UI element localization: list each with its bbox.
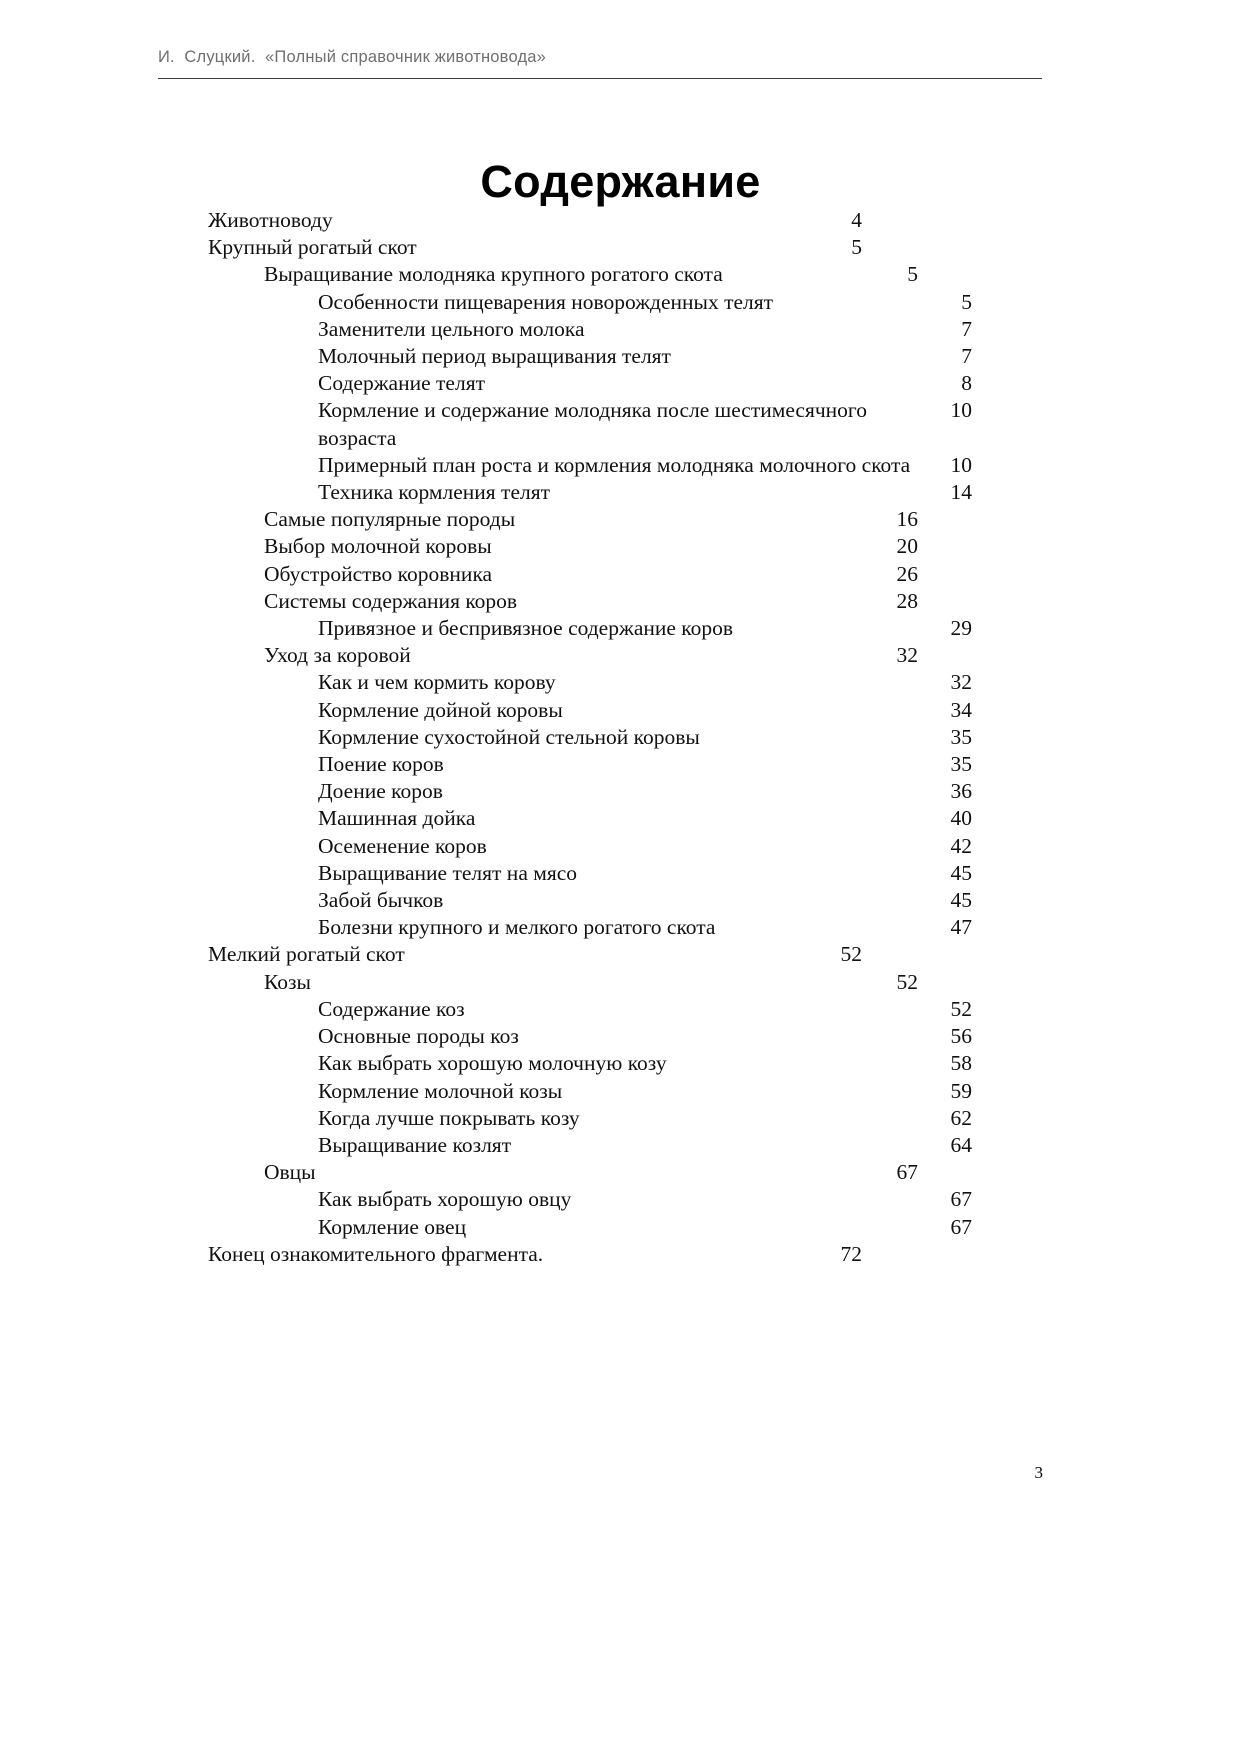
toc-entry-label: Выращивание молодняка крупного рогатого скота bbox=[264, 262, 723, 287]
toc-entry[interactable] bbox=[208, 751, 1030, 778]
running-header-text: И. Слуцкий. «Полный справочник животновода» bbox=[158, 48, 547, 66]
toc-entry-page-number: 26 bbox=[896, 561, 918, 586]
toc-entry-label: Как выбрать хорошую молочную козу bbox=[318, 1051, 667, 1076]
toc-entry[interactable] bbox=[208, 289, 1030, 316]
toc-entry-page-number: 5 bbox=[907, 262, 918, 287]
toc-entry[interactable] bbox=[208, 452, 1030, 479]
toc-entry-label: Привязное и беспривязное содержание коров bbox=[318, 616, 734, 641]
toc-entry-label: Овцы bbox=[264, 1160, 316, 1185]
toc-entry-label: Кормление овец bbox=[318, 1214, 467, 1239]
toc-entry-label: Выбор молочной коровы bbox=[264, 534, 492, 559]
table-of-contents bbox=[208, 207, 1030, 1268]
toc-entry[interactable] bbox=[208, 1050, 1030, 1077]
toc-entry-label: Конец ознакомительного фрагмента. bbox=[208, 1241, 544, 1266]
toc-entry-label: Крупный рогатый скот bbox=[208, 235, 417, 260]
toc-entry-page-number: 5 bbox=[851, 235, 862, 260]
toc-entry-label: Самые популярные породы bbox=[264, 507, 516, 532]
toc-entry[interactable] bbox=[208, 914, 1030, 941]
toc-entry[interactable] bbox=[208, 1159, 1030, 1186]
toc-entry-label: Кормление и содержание молодняка после шестимесячного возраста bbox=[318, 398, 867, 450]
toc-entry[interactable] bbox=[208, 533, 1030, 560]
toc-entry[interactable] bbox=[208, 1186, 1030, 1213]
toc-entry-label: Как и чем кормить корову bbox=[318, 670, 556, 695]
toc-entry[interactable] bbox=[208, 669, 1030, 696]
toc-entry-label: Примерный план роста и кормления молодняка молочного скота bbox=[318, 452, 911, 477]
toc-entry-page-number: 35 bbox=[950, 752, 972, 777]
toc-entry-page-number: 7 bbox=[961, 316, 972, 341]
toc-entry-label: Молочный период выращивания телят bbox=[318, 344, 671, 369]
toc-entry-page-number: 5 bbox=[961, 289, 972, 314]
toc-entry-label: Системы содержания коров bbox=[264, 588, 518, 613]
toc-entry[interactable] bbox=[208, 642, 1030, 669]
toc-entry[interactable] bbox=[208, 561, 1030, 588]
toc-entry-page-number: 67 bbox=[896, 1160, 918, 1185]
toc-entry-page-number: 16 bbox=[896, 507, 918, 532]
toc-entry[interactable] bbox=[208, 697, 1030, 724]
toc-entry[interactable] bbox=[208, 833, 1030, 860]
toc-entry-label: Обустройство коровника bbox=[264, 561, 493, 586]
toc-entry-label: Осеменение коров bbox=[318, 833, 487, 858]
toc-entry-page-number: 45 bbox=[950, 860, 972, 885]
toc-entry[interactable] bbox=[208, 316, 1030, 343]
toc-entry[interactable] bbox=[208, 805, 1030, 832]
toc-entry-label: Поение коров bbox=[318, 752, 444, 777]
toc-entry-page-number: 32 bbox=[896, 643, 918, 668]
toc-entry-label: Выращивание телят на мясо bbox=[318, 860, 578, 885]
toc-entry[interactable] bbox=[208, 778, 1030, 805]
toc-entry[interactable] bbox=[208, 724, 1030, 751]
toc-entry-page-number: 72 bbox=[840, 1241, 862, 1266]
toc-entry-label: Кормление сухостойной стельной коровы bbox=[318, 724, 700, 749]
toc-entry-label: Как выбрать хорошую овцу bbox=[318, 1187, 572, 1212]
toc-entry-page-number: 59 bbox=[950, 1078, 972, 1103]
header-rule bbox=[158, 78, 1042, 79]
toc-entry-label: Выращивание козлят bbox=[318, 1132, 512, 1157]
toc-entry-label: Кормление молочной козы bbox=[318, 1078, 563, 1103]
toc-entry-page-number: 56 bbox=[950, 1024, 972, 1049]
toc-entry[interactable] bbox=[208, 479, 1030, 506]
running-header bbox=[158, 47, 1043, 67]
toc-entry[interactable] bbox=[208, 996, 1030, 1023]
toc-entry[interactable] bbox=[208, 1105, 1030, 1132]
toc-entry-label: Заменители цельного молока bbox=[318, 316, 585, 341]
footer-page-number: 3 bbox=[1034, 1463, 1043, 1482]
toc-entry-label: Животноводу bbox=[208, 208, 333, 232]
toc-entry-page-number: 52 bbox=[896, 969, 918, 994]
toc-entry-page-number: 64 bbox=[950, 1132, 972, 1157]
toc-entry-page-number: 67 bbox=[950, 1187, 972, 1212]
toc-entry[interactable] bbox=[208, 887, 1030, 914]
toc-entry[interactable] bbox=[208, 1132, 1030, 1159]
toc-entry-page-number: 42 bbox=[950, 833, 972, 858]
toc-entry-page-number: 52 bbox=[840, 942, 862, 967]
toc-entry-page-number: 67 bbox=[950, 1214, 972, 1239]
toc-entry-page-number: 32 bbox=[950, 670, 972, 695]
toc-entry[interactable] bbox=[208, 234, 1030, 261]
toc-entry-page-number: 7 bbox=[961, 344, 972, 369]
toc-entry-page-number: 40 bbox=[950, 806, 972, 831]
toc-entry-label: Содержание телят bbox=[318, 371, 485, 396]
toc-entry[interactable] bbox=[208, 207, 1030, 234]
toc-entry-page-number: 28 bbox=[896, 588, 918, 613]
toc-entry-label: Болезни крупного и мелкого рогатого скота bbox=[318, 915, 716, 940]
toc-entry-label: Техника кормления телят bbox=[318, 480, 551, 505]
toc-entry-page-number: 36 bbox=[950, 779, 972, 804]
toc-entry-page-number: 4 bbox=[851, 208, 862, 232]
toc-entry[interactable] bbox=[208, 370, 1030, 397]
toc-entry[interactable] bbox=[208, 1023, 1030, 1050]
toc-entry-label: Особенности пищеварения новорожденных телят bbox=[318, 289, 774, 314]
toc-entry-label: Мелкий рогатый скот bbox=[208, 942, 405, 967]
toc-entry-page-number: 14 bbox=[950, 480, 972, 505]
toc-entry-page-number: 47 bbox=[950, 915, 972, 940]
toc-entry-page-number: 8 bbox=[961, 371, 972, 396]
toc-entry-page-number: 29 bbox=[950, 616, 972, 641]
toc-entry[interactable] bbox=[208, 1214, 1030, 1241]
toc-entry-page-number: 10 bbox=[950, 452, 972, 477]
toc-entry[interactable] bbox=[208, 343, 1030, 370]
toc-entry-label: Забой бычков bbox=[318, 888, 444, 913]
toc-entry-label: Козы bbox=[264, 969, 311, 994]
toc-entry[interactable] bbox=[208, 397, 1030, 451]
toc-entry-page-number: 52 bbox=[950, 996, 972, 1021]
toc-entry[interactable] bbox=[208, 860, 1030, 887]
toc-entry-label: Основные породы коз bbox=[318, 1024, 519, 1049]
toc-entry[interactable] bbox=[208, 1241, 1030, 1268]
toc-entry[interactable] bbox=[208, 615, 1030, 642]
toc-entry-label: Кормление дойной коровы bbox=[318, 697, 563, 722]
toc-entry-page-number: 45 bbox=[950, 888, 972, 913]
toc-entry-label: Содержание коз bbox=[318, 996, 465, 1021]
toc-entry-page-number: 35 bbox=[950, 724, 972, 749]
toc-entry-page-number: 58 bbox=[950, 1051, 972, 1076]
toc-entry[interactable] bbox=[208, 941, 1030, 968]
toc-entry-page-number: 62 bbox=[950, 1105, 972, 1130]
toc-entry[interactable] bbox=[208, 969, 1030, 996]
toc-entry[interactable] bbox=[208, 506, 1030, 533]
toc-entry-label: Когда лучше покрывать козу bbox=[318, 1105, 580, 1130]
toc-entry-label: Доение коров bbox=[318, 779, 443, 804]
toc-entry[interactable] bbox=[208, 588, 1030, 615]
toc-entry-label: Уход за коровой bbox=[264, 643, 411, 668]
page-title: Содержание bbox=[480, 156, 761, 208]
toc-entry-page-number: 10 bbox=[950, 398, 972, 423]
toc-entry[interactable] bbox=[208, 261, 1030, 288]
toc-entry-page-number: 20 bbox=[896, 534, 918, 559]
toc-entry[interactable] bbox=[208, 1078, 1030, 1105]
toc-entry-page-number: 34 bbox=[950, 697, 972, 722]
toc-entry-label: Машинная дойка bbox=[318, 806, 476, 831]
